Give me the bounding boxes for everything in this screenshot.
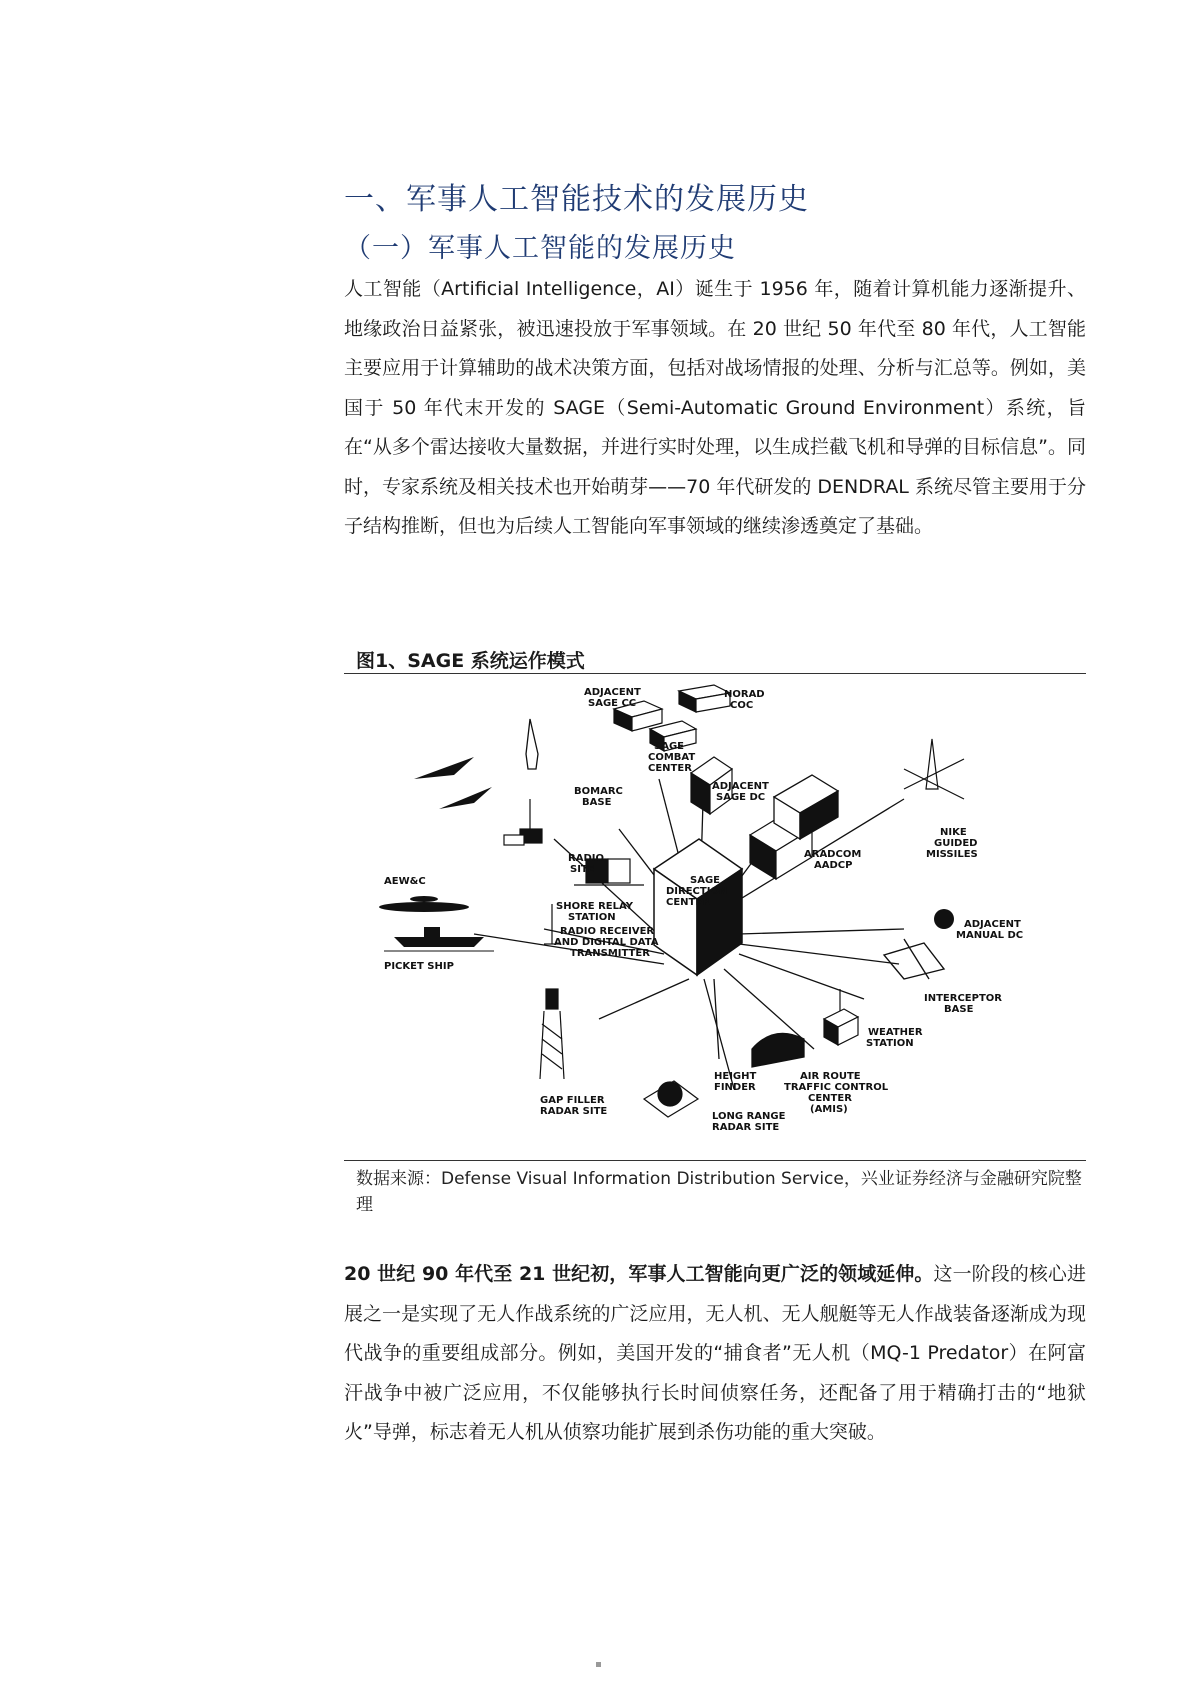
label-weather-station-2: STATION — [866, 1038, 914, 1049]
section-heading: 一、军事人工智能技术的发展历史 — [344, 182, 809, 217]
label-interceptor-2: BASE — [944, 1004, 974, 1015]
label-direction-center-2: DIRECTION — [666, 886, 728, 897]
long-range-radar-icon — [644, 1081, 698, 1117]
label-height-finder: HEIGHT — [714, 1071, 757, 1082]
aradcom-building — [774, 775, 838, 839]
label-adjacent-manual-dc-2: MANUAL DC — [956, 930, 1024, 941]
label-direction-center: SAGE — [690, 875, 720, 886]
label-shore-relay: SHORE RELAY — [556, 901, 634, 912]
label-gap-filler: GAP FILLER — [540, 1095, 605, 1106]
sage-system-diagram — [344, 679, 1086, 1157]
interceptor-base-icon — [884, 939, 944, 979]
label-shore-relay-2: STATION — [568, 912, 616, 923]
label-direction-center-3: CENTER — [666, 897, 710, 908]
weather-station-icon — [824, 989, 858, 1045]
label-weather-station: WEATHER — [868, 1027, 923, 1038]
label-norad-2: COC — [730, 700, 754, 711]
label-air-route: AIR ROUTE — [800, 1071, 861, 1082]
label-adjacent-manual-dc: ADJACENT — [964, 919, 1021, 930]
label-radio-receiver-2: AND DIGITAL DATA — [554, 937, 659, 948]
label-long-range-radar: LONG RANGE — [712, 1111, 786, 1122]
figure-top-rule — [344, 673, 1086, 674]
label-adjacent-sage-cc: ADJACENT — [584, 687, 641, 698]
figure-source-note: 数据来源：Defense Visual Information Distribution Service，兴业证券经济与金融研究院整理 — [356, 1169, 1082, 1215]
label-radio-site-2: SITE — [570, 864, 595, 875]
figure-title: 图1、SAGE 系统运作模式 — [356, 650, 585, 672]
label-combat-center-2: COMBAT — [648, 752, 696, 763]
label-aradcom: ARADCOM — [804, 849, 862, 860]
label-adjacent-sage-dc-2: SAGE DC — [716, 792, 766, 803]
label-bomarc-2: BASE — [582, 797, 612, 808]
label-nike-3: MISSILES — [926, 849, 978, 860]
paragraph-2-lead: 20 世纪 90 年代至 21 世纪初，军事人工智能向更广泛的领域延伸。 — [344, 1263, 934, 1285]
gap-filler-tower — [540, 989, 564, 1079]
subsection-heading: （一）军事人工智能的发展历史 — [344, 233, 736, 264]
nike-missile-icon — [904, 739, 964, 799]
label-adjacent-sage-cc-2: SAGE CC — [588, 698, 637, 709]
paragraph-2-body: 这一阶段的核心进展之一是实现了无人作战系统的广泛应用，无人机、无人舰艇等无人作战装备逐渐成为现代战争的重要组成部分。例如，美国开发的“捕食者”无人机（MQ-1 Predator）在阿富汗战争中被广泛应用，不仅能够执行长时间侦察任务，还配备了用于精确打击的“地狱火”导弹，标志着无人机从侦察功能扩展到杀伤功能的重大突破。 — [344, 1263, 1086, 1443]
body-paragraph-2 — [344, 1255, 1086, 1453]
label-combat-center-3: CENTER — [648, 763, 692, 774]
label-air-route-4: (AMIS) — [810, 1104, 848, 1115]
figure-bottom-rule — [344, 1160, 1086, 1161]
label-interceptor: INTERCEPTOR — [924, 993, 1002, 1004]
radio-site — [504, 799, 542, 845]
page-marker — [596, 1662, 601, 1667]
body-paragraph-1: 人工智能（Artificial Intelligence，AI）诞生于 1956 年，随着计算机能力逐渐提升、地缘政治日益紧张，被迅速投放于军事领域。在 20 世纪 50 年代至 80 年代，人工智能主要应用于计算辅助的战术决策方面，包括对战场情报的处理、分析与汇总等。例如，美国于 50 年代末开发的 SAGE（Semi-Automatic Ground Environment）系统，旨在“从多个雷达接收大量数据，并进行实时处理，以生成拦截飞机和导弹的目标信息”。同时，专家系统及相关技术也开始萌芽——70 年代研发的 DENDRAL 系统尽管主要用于分子结构推断，但也为后续人工智能向军事领域的继续渗透奠定了基础。 — [344, 278, 1086, 537]
manual-dc-dome-icon — [934, 909, 954, 929]
label-bomarc: BOMARC — [574, 786, 623, 797]
label-height-finder-2: FINDER — [714, 1082, 756, 1093]
label-aewc: AEW&C — [384, 876, 426, 887]
label-radio-site: RADIO — [568, 853, 604, 864]
label-long-range-radar-2: RADAR SITE — [712, 1122, 780, 1133]
label-picket-ship: PICKET SHIP — [384, 961, 454, 972]
label-nike: NIKE — [940, 827, 967, 838]
label-radio-receiver-3: TRANSMITTER — [570, 948, 650, 959]
label-radio-receiver: RADIO RECEIVER — [560, 926, 655, 937]
missile-icon — [526, 719, 538, 769]
aircraft-icons — [414, 757, 492, 809]
picket-ship-icon — [384, 927, 494, 951]
label-nike-2: GUIDED — [934, 838, 978, 849]
air-route-hangar-icon — [752, 1033, 804, 1067]
aewc-plane-icon — [379, 896, 469, 912]
label-adjacent-sage-dc: ADJACENT — [712, 781, 769, 792]
label-air-route-2: TRAFFIC CONTROL — [784, 1082, 889, 1093]
label-aradcom-2: AADCP — [814, 860, 853, 871]
label-norad: NORAD — [724, 689, 765, 700]
label-combat-center: SAGE — [654, 741, 684, 752]
label-air-route-3: CENTER — [808, 1093, 852, 1104]
label-gap-filler-2: RADAR SITE — [540, 1106, 608, 1117]
